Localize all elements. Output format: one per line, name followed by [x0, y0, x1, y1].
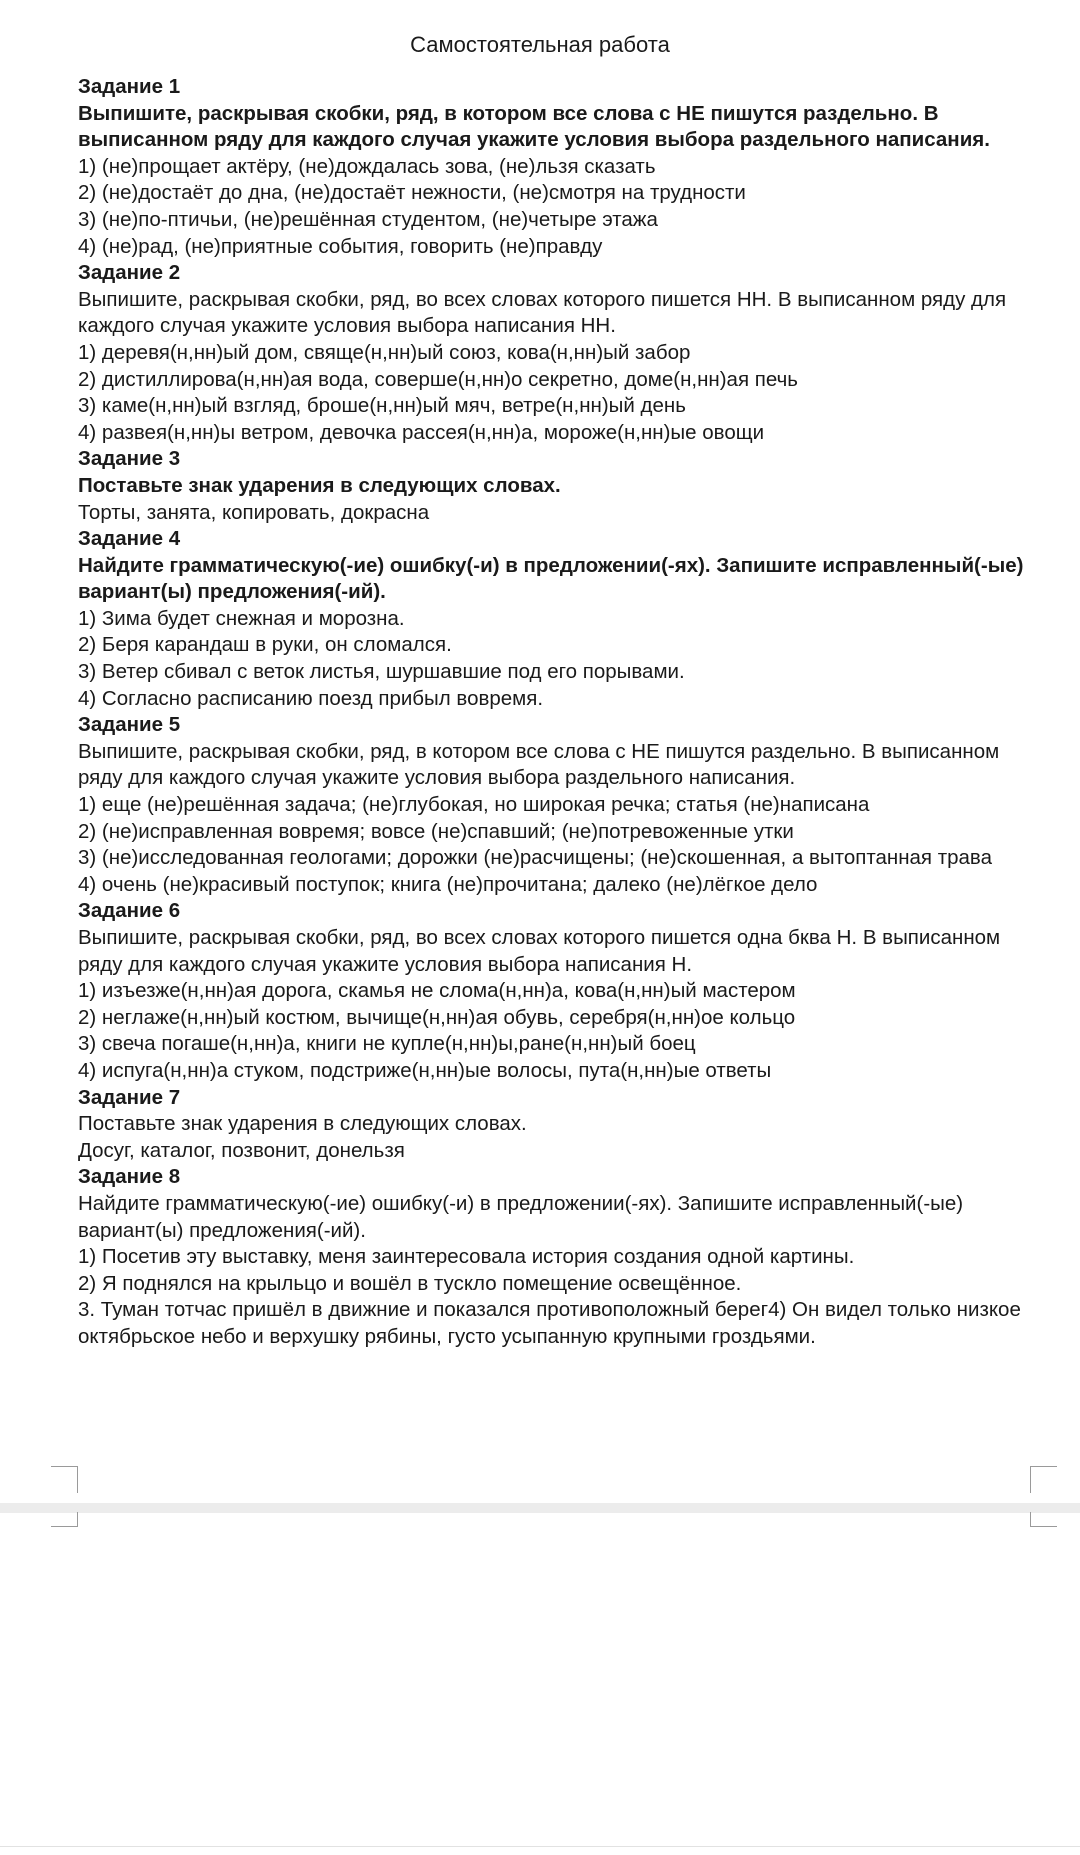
task-option: 2) неглаже(н,нн)ый костюм, вычище(н,нн)ая обувь, серебря(н,нн)ое кольцо	[78, 1005, 796, 1029]
page-corner-mark	[1030, 1466, 1057, 1493]
task-option: Досуг, каталог, позвонит, донельзя	[78, 1138, 405, 1162]
task-option: 2) Беря карандаш в руки, он сломался.	[78, 633, 452, 657]
task-3	[78, 446, 1038, 526]
task-option: 1) Посетив эту выставку, меня заинтересовала история создания одной картины.	[78, 1245, 855, 1269]
task-instruction: Выпишите, раскрывая скобки, ряд, во всех словах которого пишется НН. В выписанном ряду для каждого случая укажите условия выбора написания НН.	[78, 287, 1007, 338]
task-1	[78, 74, 1038, 260]
task-heading: Задание 5	[78, 713, 181, 737]
task-option: 4) (не)рад, (не)приятные события, говорить (не)правду	[78, 234, 603, 258]
task-instruction: Поставьте знак ударения в следующих словах.	[78, 1112, 527, 1136]
task-instruction: Найдите грамматическую(-ие) ошибку(-и) в предложении(-ях). Запишите исправленный(-ые) вариант(ы) предложения(-ий).	[78, 1191, 964, 1242]
task-option: 2) дистиллирова(н,нн)ая вода, соверше(н,нн)о секретно, доме(н,нн)ая печь	[78, 367, 798, 391]
task-option: 3) свеча погаше(н,нн)а, книги не купле(н,нн)ы,ране(н,нн)ый боец	[78, 1032, 696, 1056]
task-heading: Задание 7	[78, 1085, 181, 1109]
page-separator	[0, 1503, 1080, 1513]
task-option: 3) (не)исследованная геологами; дорожки (не)расчищены; (не)скошенная, а вытоптанная трава	[78, 846, 992, 870]
task-option: 4) Согласно расписанию поезд прибыл вовремя.	[78, 686, 544, 710]
task-option: Торты, занята, копировать, докрасна	[78, 500, 430, 524]
task-option: 2) (не)достаёт до дна, (не)достаёт нежности, (не)смотря на трудности	[78, 181, 746, 205]
task-option: 4) очень (не)красивый поступок; книга (не)прочитана; далеко (не)лёгкое дело	[78, 872, 818, 896]
page-corner-mark	[51, 1466, 78, 1493]
task-option: 3. Туман тотчас пришёл в движние и показался противоположный берег4) Он видел только низкое октябрьское небо и верхушку рябины, густо усыпанную крупными гроздьями.	[78, 1298, 1021, 1348]
document-body	[78, 74, 1038, 1351]
task-instruction: Выпишите, раскрывая скобки, ряд, во всех словах которого пишется одна бква Н. В выписанном ряду для каждого случая укажите условия выбора написания Н.	[78, 926, 1001, 976]
task-2	[78, 260, 1038, 446]
document-title: Самостоятельная работа	[410, 32, 670, 57]
task-option: 1) еще (не)решённая задача; (не)глубокая, но широкая речка; статья (не)написана	[78, 793, 870, 817]
task-8	[78, 1164, 1038, 1350]
task-instruction: Найдите грамматическую(-ие) ошибку(-и) в предложении(-ях). Запишите исправленный(-ые) вариант(ы) предложения(-ий).	[78, 553, 1024, 604]
task-heading: Задание 2	[78, 261, 181, 285]
task-option: 3) каме(н,нн)ый взгляд, броше(н,нн)ый мяч, ветре(н,нн)ый день	[78, 394, 686, 418]
task-option: 1) (не)прощает актёру, (не)дождалась зова, (не)льзя сказать	[78, 154, 656, 178]
task-instruction: Выпишите, раскрывая скобки, ряд, в котором все слова с НЕ пишутся раздельно. В выписанном ряду для каждого случая укажите условия выбора раздельного написания.	[78, 739, 1000, 790]
task-heading: Задание 3	[78, 447, 181, 471]
page-separator	[0, 1846, 1080, 1847]
task-heading: Задание 6	[78, 899, 181, 923]
task-option: 4) испуга(н,нн)а стуком, подстриже(н,нн)ые волосы, пута(н,нн)ые ответы	[78, 1058, 772, 1082]
task-6	[78, 898, 1038, 1084]
page-corner-mark	[1030, 1512, 1057, 1527]
task-option: 3) Ветер сбивал с веток листья, шуршавшие под его порывами.	[78, 660, 685, 684]
task-5	[78, 712, 1038, 898]
task-option: 1) деревя(н,нн)ый дом, свяще(н,нн)ый союз, кова(н,нн)ый забор	[78, 340, 691, 364]
page-corner-mark	[51, 1512, 78, 1527]
task-4	[78, 526, 1038, 712]
task-option: 2) (не)исправленная вовремя; вовсе (не)спавший; (не)потревоженные утки	[78, 819, 794, 843]
task-option: 4) развея(н,нн)ы ветром, девочка рассея(н,нн)а, мороже(н,нн)ые овощи	[78, 420, 765, 444]
task-option: 3) (не)по-птичьи, (не)решённая студентом, (не)четыре этажа	[78, 207, 658, 231]
task-instruction: Поставьте знак ударения в следующих словах.	[78, 473, 561, 497]
task-instruction: Выпишите, раскрывая скобки, ряд, в котором все слова с НЕ пишутся раздельно. В выписанном ряду для каждого случая укажите условия выбора раздельного написания.	[78, 101, 990, 152]
task-option: 1) Зима будет снежная и морозна.	[78, 606, 405, 630]
task-option: 1) изъезже(н,нн)ая дорога, скамья не слома(н,нн)а, кова(н,нн)ый мастером	[78, 979, 796, 1003]
task-heading: Задание 1	[78, 75, 181, 98]
task-7	[78, 1085, 1038, 1165]
task-heading: Задание 8	[78, 1165, 181, 1189]
task-heading: Задание 4	[78, 527, 181, 551]
task-option: 2) Я поднялся на крыльцо и вошёл в тускло помещение освещённое.	[78, 1271, 742, 1295]
